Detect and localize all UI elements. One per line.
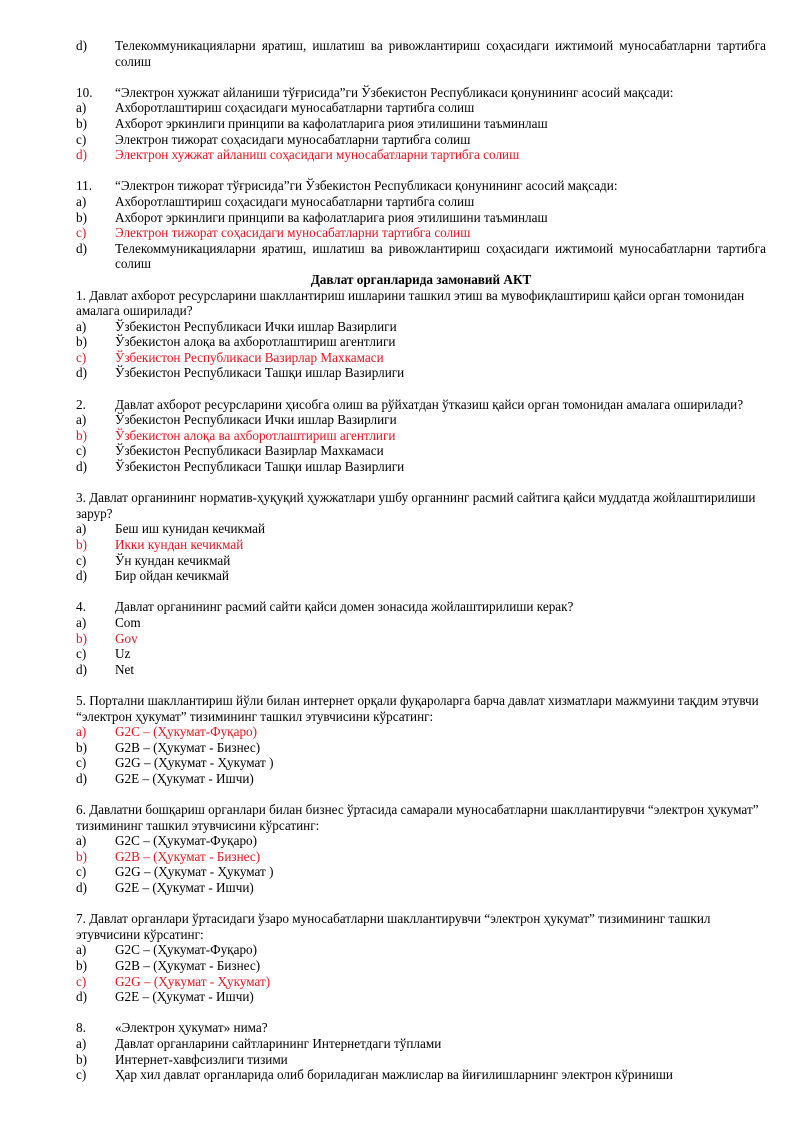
option-label: a) — [76, 193, 87, 209]
option-text: Электрон тижорат соҳасидаги муносабатларни тартибга солиш — [115, 225, 471, 241]
option-label: b) — [76, 537, 87, 552]
question-5: 5. Портални шакллантириш йўли билан интернет орқали фуқароларга барча давлат хизматлари мажмуини тақдим этувчи “электрон ҳукумат” тизимининг ташкил этувчисини кўрсатинг: — [76, 692, 759, 724]
option-label: b) — [76, 630, 87, 646]
option-d — [76, 365, 766, 381]
option-text: G2B – (Ҳукумат - Бизнес) — [115, 739, 261, 755]
option-label: b) — [76, 209, 87, 225]
option-label: a) — [76, 614, 87, 630]
question-11 — [76, 178, 766, 194]
option-c-correct — [76, 350, 766, 366]
option-label: d) — [76, 770, 87, 786]
option-label: a) — [76, 833, 87, 849]
question-number: 11. — [76, 178, 92, 194]
option-d — [76, 241, 766, 272]
option-d-correct — [76, 147, 766, 163]
option-text: G2E – (Ҳукумат - Ишчи) — [115, 989, 254, 1005]
option-label: b) — [76, 958, 87, 974]
spacer — [76, 163, 766, 179]
option-a — [76, 100, 766, 116]
option-label: a) — [76, 1036, 87, 1051]
option-label: c) — [76, 349, 87, 365]
question-10 — [76, 85, 766, 101]
option-b-correct — [76, 537, 766, 553]
option-label: a) — [76, 942, 87, 958]
option-b-correct — [76, 849, 766, 865]
option-text: Ҳар хил давлат органларида олиб бориладиган мажлислар ва йиғилишларнинг электрон кўриниши — [115, 1067, 673, 1083]
option-d — [76, 568, 766, 584]
option-label: c) — [76, 755, 87, 771]
option-b — [76, 1052, 766, 1068]
option-label: c) — [76, 864, 87, 880]
option-text: Ўзбекистон алоқа ва ахборотлаштириш агентлиги — [115, 334, 396, 350]
option-a-correct — [76, 724, 766, 740]
option-label: c) — [76, 131, 87, 147]
option-c — [76, 443, 766, 459]
option-b-correct — [76, 428, 766, 444]
option-c-correct — [76, 225, 766, 241]
question-text: Давлат органининг расмий сайти қайси домен зонасида жойлаштирилиши керак? — [115, 599, 574, 615]
option-text: Com — [115, 614, 141, 630]
option-text: Ўзбекистон Республикаси Ташқи ишлар Вазирлиги — [115, 365, 405, 381]
spacer — [76, 381, 766, 397]
question-8 — [76, 1020, 766, 1036]
option-a — [76, 412, 766, 428]
option-text: Ўзбекистон Республикаси Ташқи ишлар Вазирлиги — [115, 459, 405, 475]
option-text: G2G – (Ҳукумат - Ҳукумат ) — [115, 864, 274, 880]
option-label: c) — [76, 443, 87, 459]
option-c — [76, 755, 766, 771]
spacer — [76, 584, 766, 600]
option-b — [76, 958, 766, 974]
spacer — [76, 1005, 766, 1021]
option-a — [76, 615, 766, 631]
option-b — [76, 116, 766, 132]
option-text: Gov — [115, 630, 138, 646]
option-label: b) — [76, 427, 87, 443]
option-d — [76, 880, 766, 896]
option-text: Давлат органларини сайтларининг Интернетдаги тўплами — [115, 1036, 442, 1051]
option-text: Интернет-хавфсизлиги тизими — [115, 1051, 288, 1067]
option-label: d) — [76, 880, 87, 896]
option-text: G2E – (Ҳукумат - Ишчи) — [115, 770, 254, 786]
option-text: Икки кундан кечикмай — [115, 537, 244, 552]
option-d — [76, 989, 766, 1005]
option-text: G2G – (Ҳукумат - Ҳукумат ) — [115, 755, 274, 771]
option-b — [76, 334, 766, 350]
option-d — [76, 771, 766, 787]
option-text: G2C – (Ҳукумат-Фуқаро) — [115, 833, 258, 849]
spacer — [76, 475, 766, 491]
option-label: c) — [76, 1067, 87, 1083]
option-b — [76, 740, 766, 756]
question-3: 3. Давлат органининг норматив-ҳуқуқий ҳужжатлари ушбу органнинг расмий сайтига қайси муддатда жойлаштирилиши зарур? — [76, 490, 756, 521]
option-label: a) — [76, 724, 87, 740]
option-text: Ўн кундан кечикмай — [115, 552, 231, 568]
document-body — [76, 38, 766, 1083]
option-label: b) — [76, 739, 87, 755]
option-b-correct — [76, 631, 766, 647]
option-label: a) — [76, 412, 87, 428]
option-text: Телекоммуникацияларни яратиш, ишлатиш ва ривожлантириш соҳасидаги ижтимоий муносабатларни тартибга солиш — [115, 38, 766, 69]
option-a — [76, 833, 766, 849]
question-4 — [76, 599, 766, 615]
question-text: “Электрон тижорат тўғрисида”ги Ўзбекистон Республикаси қонунининг асосий мақсади: — [115, 178, 618, 194]
option-text: Ўзбекистон алоқа ва ахборотлаштириш агентлиги — [115, 427, 396, 443]
option-text: Ўзбекистон Республикаси Вазирлар Махкамаси — [115, 443, 384, 459]
option-text: G2B – (Ҳукумат - Бизнес) — [115, 848, 261, 864]
option-d — [76, 662, 766, 678]
option-label: c) — [76, 646, 87, 662]
option-label: b) — [76, 334, 87, 350]
option-label: b) — [76, 848, 87, 864]
option-c — [76, 646, 766, 662]
question-1: 1. Давлат ахборот ресурсларини шакллантириш ишларини ташкил этиш ва мувофиқлаштириш қайси орган томонидан амалага оширилади? — [76, 287, 745, 319]
question-text: Давлат ахборот ресурсларини ҳисобга олиш ва рўйхатдан ўтказиш қайси орган томонидан амалага оширилади? — [115, 396, 744, 412]
option-text: Электрон тижорат соҳасидаги муносабатларни тартибга солиш — [115, 131, 471, 147]
option-label: d) — [76, 459, 87, 475]
question-2 — [76, 397, 766, 413]
spacer — [76, 787, 766, 803]
question-text: «Электрон ҳукумат» нима? — [115, 1020, 268, 1036]
option-label: b) — [76, 1051, 87, 1067]
option-c — [76, 132, 766, 148]
question-number: 2. — [76, 396, 86, 412]
option-text: Uz — [115, 646, 131, 662]
spacer — [76, 896, 766, 912]
option-label: a) — [76, 100, 87, 116]
option-text: G2C – (Ҳукумат-Фуқаро) — [115, 724, 258, 740]
option-label: d) — [76, 365, 87, 381]
option-text: Ўзбекистон Республикаси Вазирлар Махкамаси — [115, 349, 384, 365]
option-label: d) — [76, 568, 87, 584]
option-text: G2C – (Ҳукумат-Фуқаро) — [115, 942, 258, 958]
question-number: 8. — [76, 1020, 86, 1036]
option-text: G2B – (Ҳукумат - Бизнес) — [115, 958, 261, 974]
option-a — [76, 319, 766, 335]
option-text: Ахборотлаштириш соҳасидаги муносабатларни тартибга солиш — [115, 193, 475, 209]
option-label: d) — [76, 661, 87, 677]
option-text: G2E – (Ҳукумат - Ишчи) — [115, 880, 254, 896]
option-a — [76, 1036, 766, 1052]
question-text: “Электрон хужжат айланиши тўғрисида”ги Ўзбекистон Республикаси қонунининг асосий мақсади: — [115, 84, 674, 100]
option-a — [76, 942, 766, 958]
option-d — [76, 459, 766, 475]
option-a — [76, 194, 766, 210]
option-text: Net — [115, 661, 135, 677]
option-text: Электрон хужжат айланиш соҳасидаги муносабатларни тартибга солиш — [115, 147, 520, 163]
option-label: d) — [76, 240, 87, 256]
section-title: Давлат органларида замонавий АКТ — [310, 271, 532, 287]
option-label: a) — [76, 318, 87, 334]
option-a — [76, 521, 766, 537]
option-c — [76, 864, 766, 880]
option-text: Ахборот эркинлиги принципи ва кафолатларига риоя этилишини таъминлаш — [115, 209, 548, 225]
option-text: Ахборот эркинлиги принципи ва кафолатларига риоя этилишини таъминлаш — [115, 115, 548, 131]
option-label: c) — [76, 973, 87, 989]
option-label: d) — [76, 989, 87, 1005]
option-label: d) — [76, 38, 87, 53]
spacer — [76, 677, 766, 693]
option-text: Беш иш кунидан кечикмай — [115, 521, 266, 537]
option-d — [76, 38, 766, 69]
option-c-correct — [76, 974, 766, 990]
option-c — [76, 1067, 766, 1083]
option-label: d) — [76, 147, 87, 163]
option-label: c) — [76, 225, 87, 241]
option-text: Ўзбекистон Республикаси Ички ишлар Вазирлиги — [115, 318, 397, 334]
option-text: Ахборотлаштириш соҳасидаги муносабатларни тартибга солиш — [115, 100, 475, 116]
option-text: Телекоммуникацияларни яратиш, ишлатиш ва ривожлантириш соҳасидаги ижтимоий муносабатларни тартибга солиш — [115, 240, 766, 272]
spacer — [76, 69, 766, 85]
option-label: c) — [76, 552, 87, 568]
question-7: 7. Давлат органлари ўртасидаги ўзаро муносабатларни шакллантирувчи “электрон ҳукумат” тизимининг ташкил этувчисини кўрсатинг: — [76, 911, 711, 942]
option-text: Бир ойдан кечикмай — [115, 568, 229, 584]
option-b — [76, 210, 766, 226]
option-label: a) — [76, 521, 87, 537]
question-number: 4. — [76, 599, 86, 615]
option-c — [76, 553, 766, 569]
option-label: b) — [76, 115, 87, 131]
question-6: 6. Давлатни бошқариш органлари билан бизнес ўртасида самарали муносабатларни шакллантирувчи “электрон ҳукумат” тизимининг ташкил этувчисини кўрсатинг: — [76, 802, 759, 833]
option-text: G2G – (Ҳукумат - Ҳукумат) — [115, 973, 271, 989]
option-text: Ўзбекистон Республикаси Ички ишлар Вазирлиги — [115, 412, 397, 428]
question-number: 10. — [76, 84, 93, 100]
